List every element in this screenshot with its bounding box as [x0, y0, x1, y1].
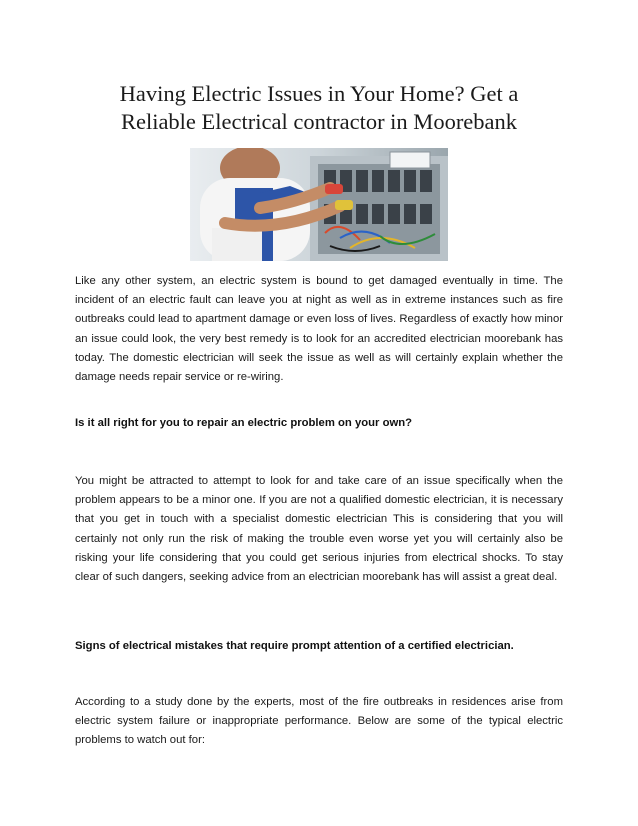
heading-signs-of-faults: Signs of electrical mistakes that require prompt attention of a certified electrician.	[75, 640, 514, 652]
paragraph-intro: Like any other system, an electric system is bound to get damaged eventually in time. The incident of an electric fault can leave you at night as well as in extreme instances such as fire outbreaks could lead to apartment damage or even loss of lives. Regardless of exactly how minor an issue could look, the very best remedy is to look for an accredited electrician moorebank has today. The domestic electrician will seek the issue as well as will certainly explain whether the damage needs repair service or re-wiring.	[75, 275, 563, 384]
paragraph-diy-risk: You might be attracted to attempt to look for and take care of an issue specifically when the problem appears to be a minor one. If you are not a qualified domestic electrician, it is necessary that you get in touch with a specialist domestic electrician This is considering that you will certainly not only run the risk of making the trouble even worse yet you will certainly also be risking your life considering that you could get serious injuries from electrical shocks. To stay clear of such dangers, seeking advice from an electrician moorebank has will assist a great deal.	[75, 475, 563, 584]
page-title	[40, 80, 598, 136]
electrician-photo-icon	[190, 148, 448, 261]
heading-repair-yourself: Is it all right for you to repair an electric problem on your own?	[75, 417, 413, 429]
title-line-1: Having Electric Issues in Your Home? Get a	[119, 81, 519, 106]
title-line-2: Reliable Electrical contractor in Moorebank	[120, 109, 518, 134]
paragraph-study: According to a study done by the experts, most of the fire outbreaks in residences arise from electric system failure or inappropriate performance. Below are some of the typical electric problems to watch out for:	[75, 696, 563, 747]
electrician-photo	[190, 148, 448, 261]
